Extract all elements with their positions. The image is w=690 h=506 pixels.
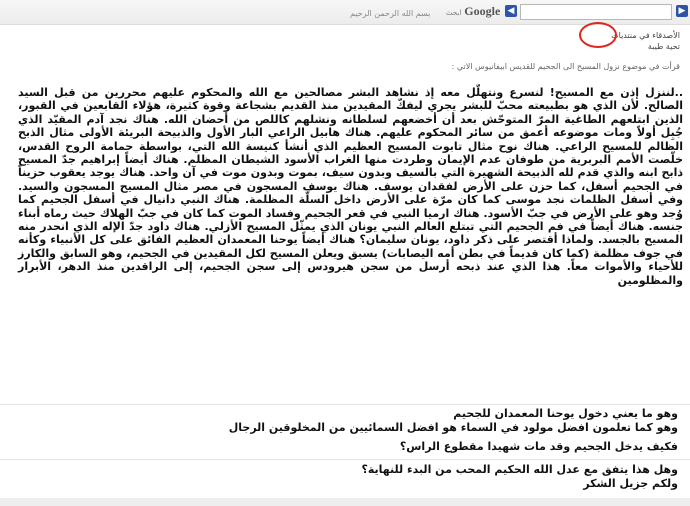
red-circle-annotation: [579, 22, 617, 48]
greeting-block: [611, 30, 680, 52]
question-3-line-2: ولكم جزيل الشكر: [583, 477, 678, 490]
google-sub-label: ابحث: [446, 9, 462, 17]
quoted-body-text: ..لننزل إذن مع المسيح! لنسرع ونتهلّل معه إذ نشاهد البشر مصالحين مع الله والمحكوم عليهم محررين من قبل السيد الصالح. لأن الذي هو بطبيعته محبّ للبشر يجري ليفكّ المقيدين منذ القديم بشجاعة وقوة كثيرة، هؤلاء القابعين في القبور، الذين ابتلعهم الطاغية المرّ المتوحّش بعد أن أخضعهم لسلطانه ونشلهم كاللص من أحضان الله. هناك نجد آدم المقيّد الذي جُبِل أولاً ومات موضوعه أعمق من سائر المحكوم عليهم. هناك هابيل الراعي البار الأول والذبيحة البريئة الأولى مثال الذبح الظالم للمسيح الراعي. هناك نوح مثال تابوت المسيح العظيم الذي أنشأ كنيسة الله التي، بواسطة حمامة الروح القدس، خلّصت الأمم البربرية من طوفان عدم الإيمان وطردت منها الغراب الأسود الشيطان المظلم. هناك أيضاً إبراهيم جدّ المسيح ذابح ابنه والذي قدم لله الذبيحة الشهيرة التي بالسيف وبدون سيف، بموت وبدون موت في آن واحد. هناك يوجد يعقوب حزيناً في الجحيم أسفل، كما حزن على الأرض لفقدان يوسف. هناك يوسف المسجون في مصر مثال المسيح المسجون والسيد. وفي أسفل الظلمات نجد موسى كما كان مرّة على الأرض داخل السلّة المظلمة. هناك النبي دانيال في أسفل الجحيم كما وُجد وهو على الأرض في جبّ الأسود. هناك ارميا النبي في قعر الجحيم وفساد الموت كما كان في جبّ الهلاك حيث رماه أبناء جنسه. هناك أيضاً في فم الجحيم التي تبتلع العالم النبي يونان الذي يمثّل المسيح الأزلي. هناك داود جدّ الإله الذي انحدر منه المسيح بالجسد. ولماذا أقتصر على ذكر داود، يونان سليمان؟ هناك أيضاً يوحنا المعمدان العظيم الفائق على كل الأنبياء وكأنه في جوف مظلمة (كما كان قديماً في بطن أمه اليصابات) يسبق ويعلن المسيح لكل المقيدين في الجحيم، وهو السابق والكارز للأحياء والأموات معاً. هذا الذي عند ذبحه أرسل من سجن هيرودس إلى سجن الجحيم، إلى الراقدين منذ الدهر، الأبرار والمظلومين: [18, 86, 683, 287]
quote-intro: قرأت في موضوع نزول المسيح الى الجحيم للقديس ابيفانيوس الاتي :: [451, 62, 680, 71]
divider: [0, 459, 690, 460]
search-input[interactable]: [520, 4, 672, 20]
greeting-line: تحية طيبة: [647, 42, 680, 51]
question-2: فكيف يدخل الجحيم وقد مات شهيدا مقطوع الراس؟: [399, 440, 678, 453]
browser-toolbar: [0, 0, 690, 25]
friends-line: الأصدقاء في منتديات: [611, 31, 680, 40]
bottom-strip: [0, 498, 690, 506]
bismillah-heading: بسم الله الرحمن الرحيم: [350, 9, 431, 18]
forward-arrow-icon[interactable]: ▶: [676, 5, 688, 17]
back-arrow-icon[interactable]: ◀: [505, 5, 517, 17]
google-brand: Google: [464, 4, 501, 18]
question-1-line-1: وهو ما يعني دخول يوحنا المعمدان للجحيم: [453, 407, 678, 420]
divider: [0, 404, 690, 405]
question-3-line-1: وهل هذا يتفق مع عدل الله الحكيم المحب من البدء للنهاية؟: [361, 463, 678, 476]
question-1-line-2: وهو كما تعلمون افضل مولود في السماء هو افضل السمائيين من المخلوقين الرجال: [228, 421, 678, 434]
google-search-label: [444, 4, 500, 19]
